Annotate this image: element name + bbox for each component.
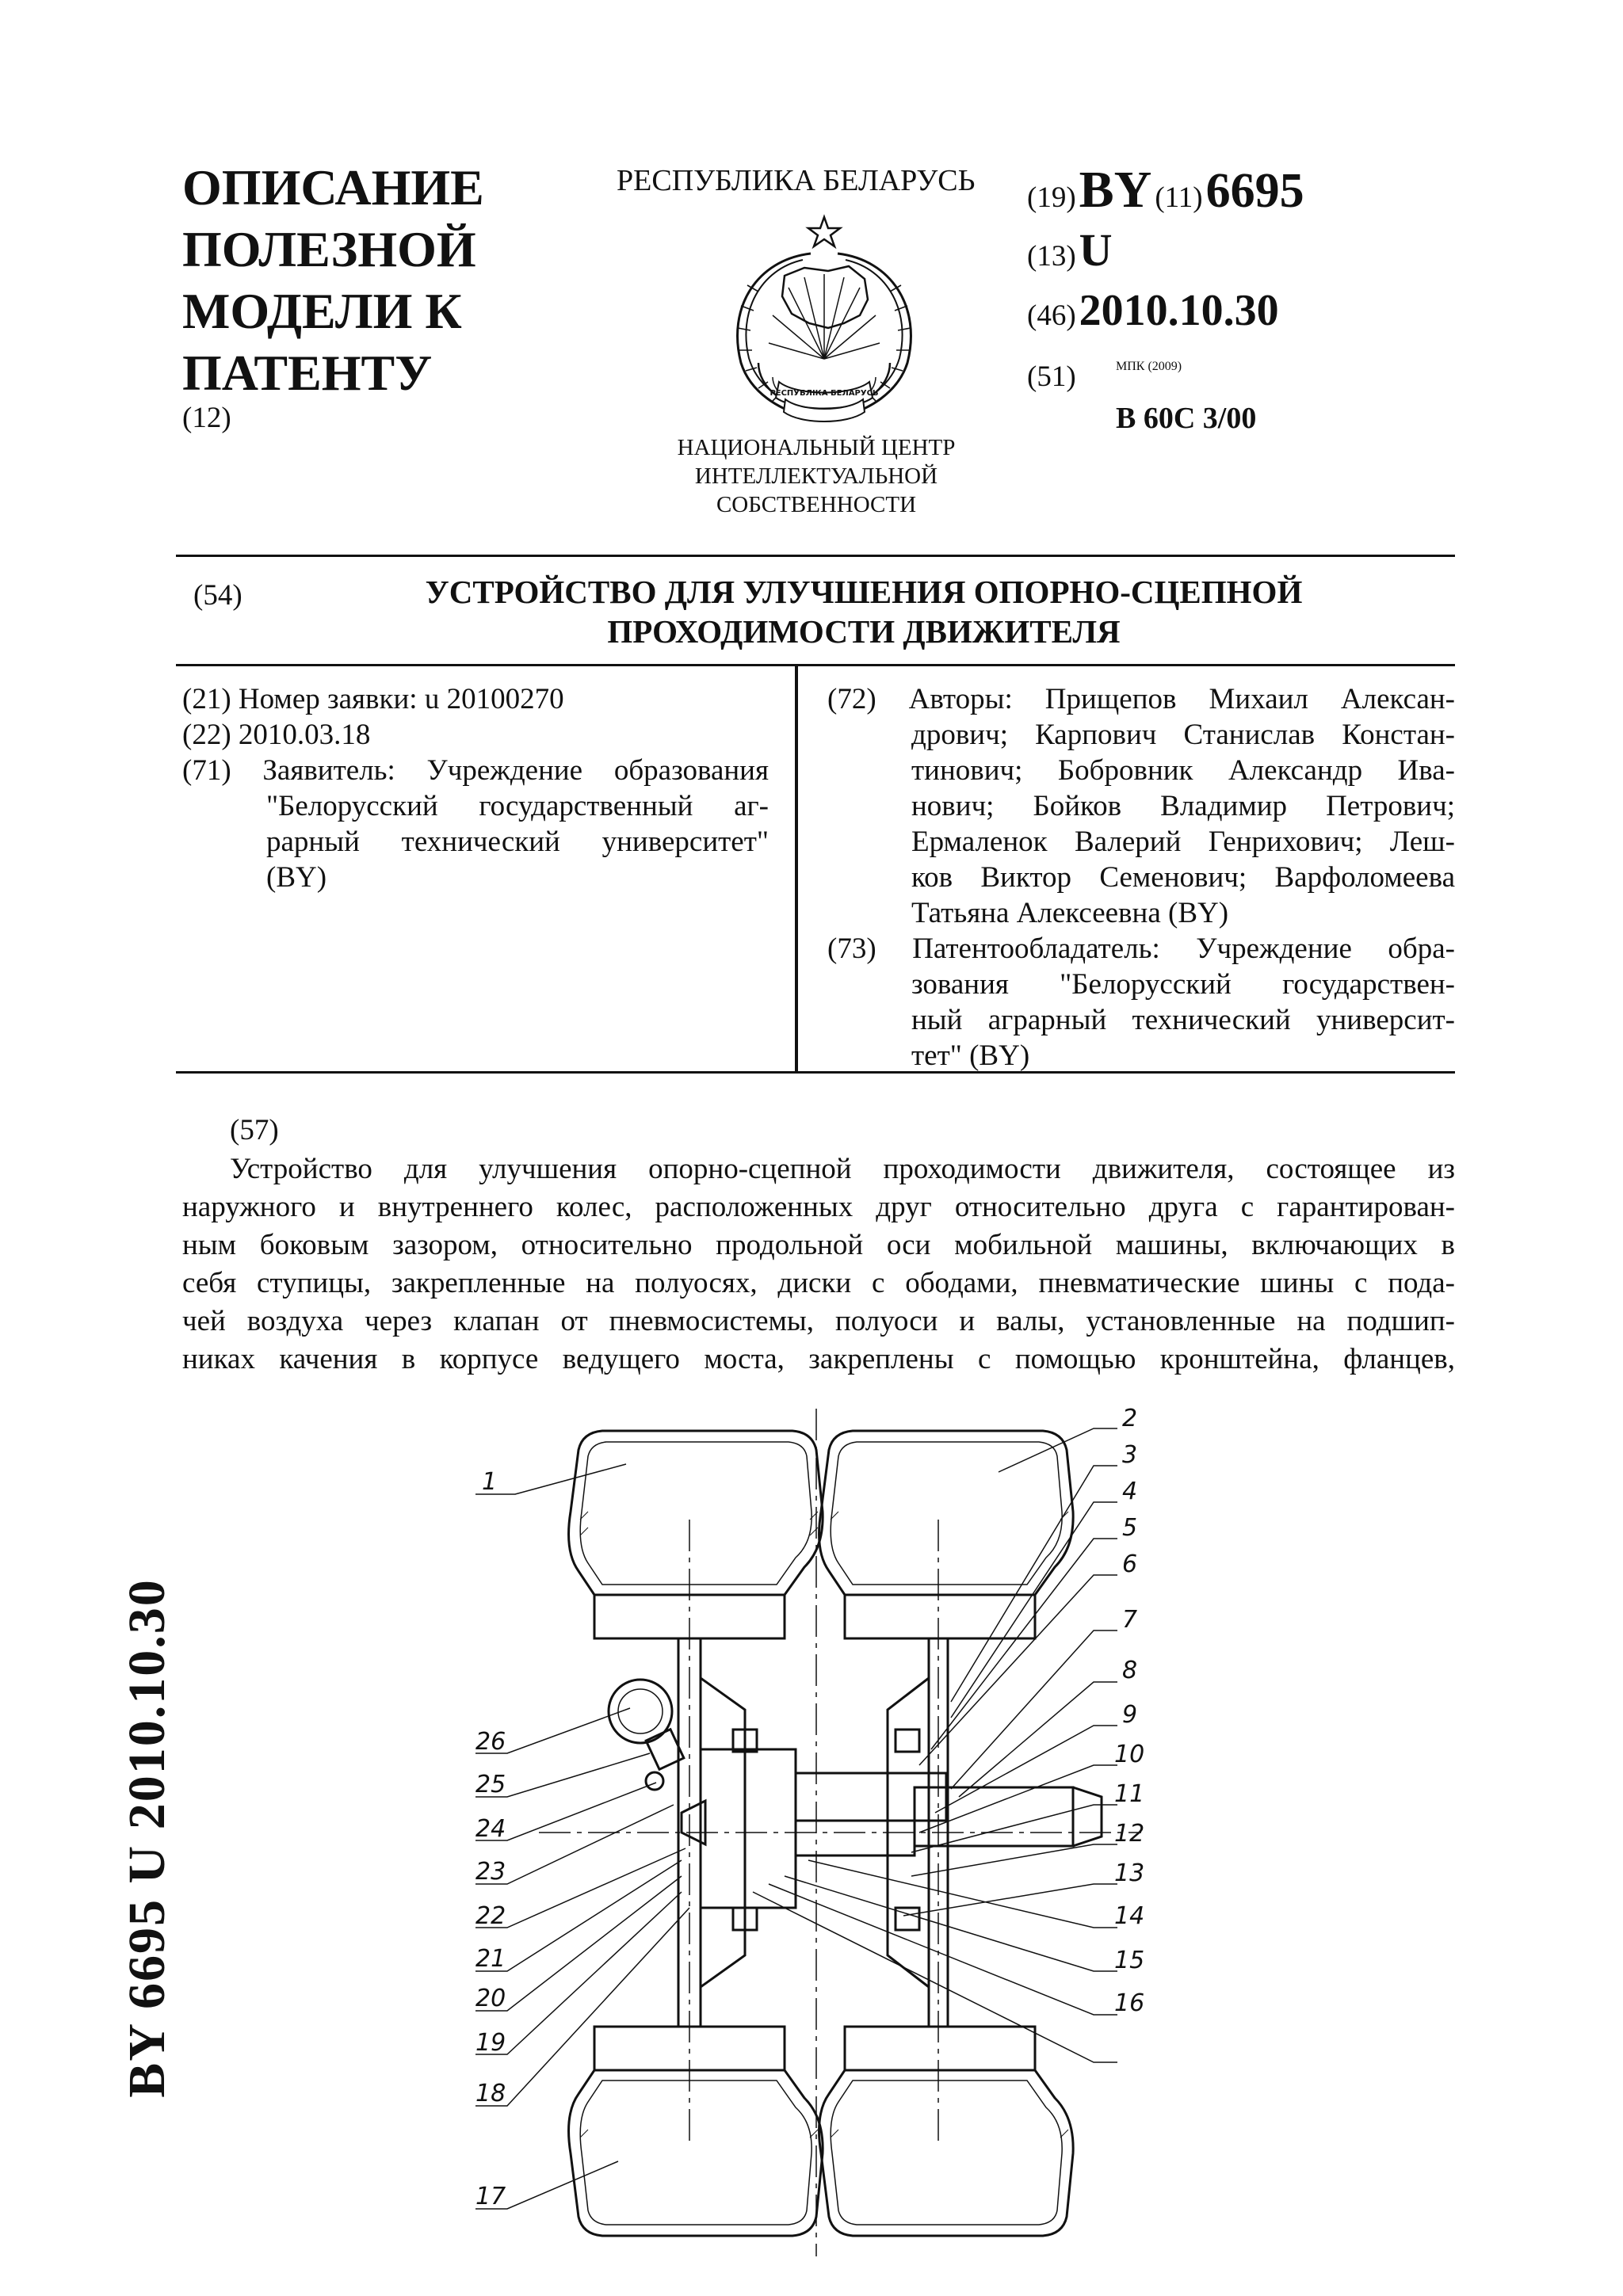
applicant-line-3: рарный технический университет" — [266, 826, 769, 858]
label-10: 10 — [1114, 1741, 1145, 1768]
row-46 — [1027, 285, 1279, 336]
label-26: 26 — [475, 1728, 506, 1756]
label-23: 23 — [475, 1858, 506, 1886]
column-divider — [795, 666, 798, 1073]
owner-line-3: ный аграрный технический университ- — [911, 1004, 1455, 1036]
inid-code-19: (19) — [1027, 181, 1076, 214]
patent-number: 6695 — [1205, 164, 1304, 218]
abstract-line-5: чей воздуха через клапан от пневмосистемы, полуоси и валы, установленные на подшип- — [182, 1305, 1455, 1337]
abstract-line-3: ным боковым зазором, относительно продольной оси мобильной машины, включающих в — [182, 1229, 1455, 1261]
applicant-line-1: (71) Заявитель: Учреждение образования — [182, 754, 769, 787]
emblem-ribbon-text: РЕСПУБЛІКА БЕЛАРУСЬ — [769, 389, 879, 398]
label-16: 16 — [1114, 1989, 1145, 2017]
country-code: BY — [1079, 161, 1152, 219]
label-4: 4 — [1122, 1478, 1138, 1505]
document-kind: U — [1079, 224, 1113, 276]
label-7: 7 — [1122, 1606, 1138, 1634]
side-document-id: BY 6695 U 2010.10.30 — [118, 1578, 176, 2098]
label-8: 8 — [1122, 1657, 1138, 1684]
center-line-3: СОБСТВЕННОСТИ — [716, 492, 917, 517]
title-line-4: ПАТЕНТУ — [182, 345, 433, 401]
republic-name: РЕСПУБЛИКА БЕЛАРУСЬ — [617, 164, 976, 197]
applicant-line-2: "Белорусский государственный аг- — [266, 790, 769, 822]
ipc-version: МПК (2009) — [1116, 360, 1182, 373]
abstract-line-6: никах качения в корпусе ведущего моста, закреплены с помощью кронштейна, фланцев, — [182, 1343, 1455, 1375]
publication-date: 2010.10.30 — [1079, 286, 1279, 335]
label-9: 9 — [1122, 1701, 1138, 1729]
authors-line-5: Ермаленок Валерий Генрихович; Леш- — [911, 826, 1455, 858]
title-line-3: МОДЕЛИ К — [182, 283, 462, 339]
label-5: 5 — [1122, 1514, 1138, 1542]
inid-code-11: (11) — [1155, 181, 1203, 214]
inid-code-46: (46) — [1027, 299, 1076, 332]
invention-title-line-1: УСТРОЙСТВО ДЛЯ УЛУЧШЕНИЯ ОПОРНО-СЦЕПНОЙ — [425, 574, 1303, 610]
owner-line-2: зования "Белорусский государствен- — [911, 968, 1455, 1001]
abstract-text — [182, 1150, 1455, 1379]
document-title — [182, 157, 626, 404]
row-51 — [1027, 360, 1076, 394]
label-24: 24 — [475, 1815, 506, 1843]
abstract-line-4: себя ступицы, закрепленные на полуосях, диски с ободами, пневматические шины с пода- — [182, 1267, 1455, 1299]
owner-line-1: (73) Патентообладатель: Учреждение обра- — [827, 933, 1455, 965]
authors-line-6: ков Виктор Семенович; Варфоломеева — [911, 861, 1455, 894]
applicant-line-4: (BY) — [266, 861, 327, 894]
ipc-class: B 60C 3/00 — [1116, 402, 1257, 435]
abstract-line-2: наружного и внутреннего колес, расположенных друг относительно друга с гарантирован- — [182, 1191, 1455, 1223]
authors-line-2: дрович; Карпович Станислав Констан- — [911, 719, 1455, 751]
rule-top — [176, 555, 1455, 557]
state-emblem — [709, 212, 939, 430]
label-20: 20 — [475, 1985, 506, 2012]
title-line-2: ПОЛЕЗНОЙ — [182, 221, 476, 277]
center-line-1: НАЦИОНАЛЬНЫЙ ЦЕНТР — [677, 435, 956, 460]
authors-line-7: Татьяна Алексеевна (BY) — [911, 897, 1229, 929]
inid-code-13: (13) — [1027, 240, 1076, 273]
label-25: 25 — [475, 1771, 506, 1798]
application-number: (21) Номер заявки: u 20100270 — [182, 683, 564, 715]
label-12: 12 — [1114, 1820, 1145, 1848]
owner-line-4: тет" (BY) — [911, 1039, 1030, 1072]
center-line-2: ИНТЕЛЛЕКТУАЛЬНОЙ — [694, 463, 938, 489]
authors-line-1: (72) Авторы: Прищепов Михаил Алексан- — [827, 683, 1455, 715]
authors-and-owner — [827, 681, 1455, 1074]
label-1: 1 — [482, 1468, 498, 1496]
application-data — [182, 681, 769, 895]
rule-middle — [176, 664, 1455, 666]
inid-code-51: (51) — [1027, 360, 1076, 393]
label-18: 18 — [475, 2080, 506, 2107]
title-line-1: ОПИСАНИЕ — [182, 159, 484, 215]
inid-code-54: (54) — [193, 579, 242, 612]
label-6: 6 — [1122, 1550, 1138, 1578]
authors-line-4: нович; Бойков Владимир Петрович; — [911, 790, 1455, 822]
label-15: 15 — [1114, 1947, 1145, 1974]
label-11: 11 — [1114, 1780, 1145, 1808]
label-17: 17 — [475, 2183, 506, 2210]
national-center-name — [626, 433, 1006, 519]
invention-title — [301, 572, 1426, 651]
label-2: 2 — [1122, 1405, 1138, 1432]
label-13: 13 — [1114, 1859, 1145, 1887]
inid-code-57: (57) — [230, 1114, 279, 1146]
row-19-11 — [1027, 160, 1304, 220]
invention-title-line-2: ПРОХОДИМОСТИ ДВИЖИТЕЛЯ — [607, 613, 1121, 650]
authors-line-3: тинович; Бобровник Александр Ива- — [911, 754, 1455, 787]
label-19: 19 — [475, 2029, 506, 2057]
label-22: 22 — [475, 1902, 506, 1930]
label-14: 14 — [1114, 1902, 1145, 1930]
filing-date: (22) 2010.03.18 — [182, 719, 371, 751]
label-3: 3 — [1122, 1441, 1138, 1469]
abstract-line-1: Устройство для улучшения опорно-сцепной проходимости движителя, состоящее из — [230, 1153, 1455, 1185]
technical-drawing — [444, 1401, 1181, 2264]
row-13 — [1027, 223, 1113, 277]
label-21: 21 — [475, 1945, 506, 1973]
inid-code-12: (12) — [182, 402, 231, 434]
